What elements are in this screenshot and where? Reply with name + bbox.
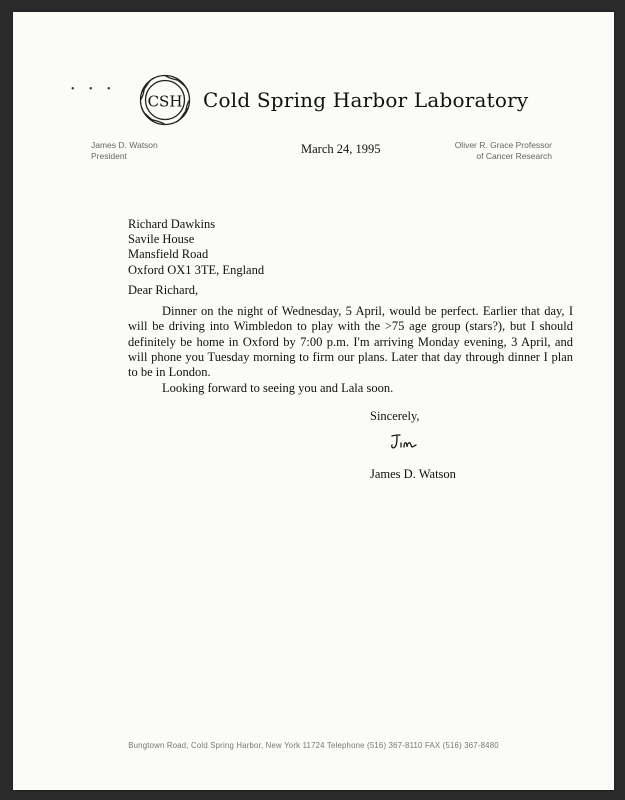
president-title: President bbox=[91, 151, 127, 161]
scan-dots: • • • bbox=[71, 84, 117, 95]
handwritten-signature-icon bbox=[389, 432, 419, 454]
recipient-name: Richard Dawkins bbox=[128, 217, 216, 231]
president-block bbox=[91, 140, 158, 162]
professorship-line-1: Oliver R. Grace Professor bbox=[454, 140, 552, 150]
closing: Sincerely, bbox=[370, 409, 420, 423]
recipient-address bbox=[128, 217, 264, 278]
professorship-block bbox=[455, 140, 552, 162]
recipient-line-2: Mansfield Road bbox=[128, 247, 209, 262]
professorship-line-2: of Cancer Research bbox=[476, 151, 552, 161]
recipient-line-1: Savile House bbox=[128, 232, 195, 247]
logo-text: CSH bbox=[147, 92, 183, 111]
body-paragraph-2: Looking forward to seeing you and Lala soon. bbox=[162, 381, 394, 395]
body-paragraph-1: Dinner on the night of Wednesday, 5 April, would be perfect. Earlier that day, I will be driving into Wimbledon to play with the >75 age group (stars?), but I should definitely be home in Oxford by 7:00 p.m. I'm arriving Monday evening, 3 April, and will phone you Tuesday morning to firm our plans. Later that day through dinner I plan to be in London. bbox=[128, 304, 573, 380]
letterhead-footer: Bungtown Road, Cold Spring Harbor, New York 11724 Telephone (516) 367-8110 FAX (516) 367-8480 bbox=[128, 741, 499, 750]
letter-page bbox=[13, 12, 614, 790]
organization-name: Cold Spring Harbor Laboratory bbox=[203, 88, 529, 112]
signer-name: James D. Watson bbox=[370, 467, 456, 481]
letterhead-logo bbox=[135, 72, 528, 128]
signature bbox=[389, 432, 419, 454]
president-name: James D. Watson bbox=[91, 140, 158, 150]
letter-date: March 24, 1995 bbox=[301, 142, 381, 156]
csh-emblem-icon bbox=[135, 72, 195, 128]
recipient-line-3: Oxford OX1 3TE, England bbox=[128, 262, 265, 277]
salutation: Dear Richard, bbox=[128, 283, 199, 297]
